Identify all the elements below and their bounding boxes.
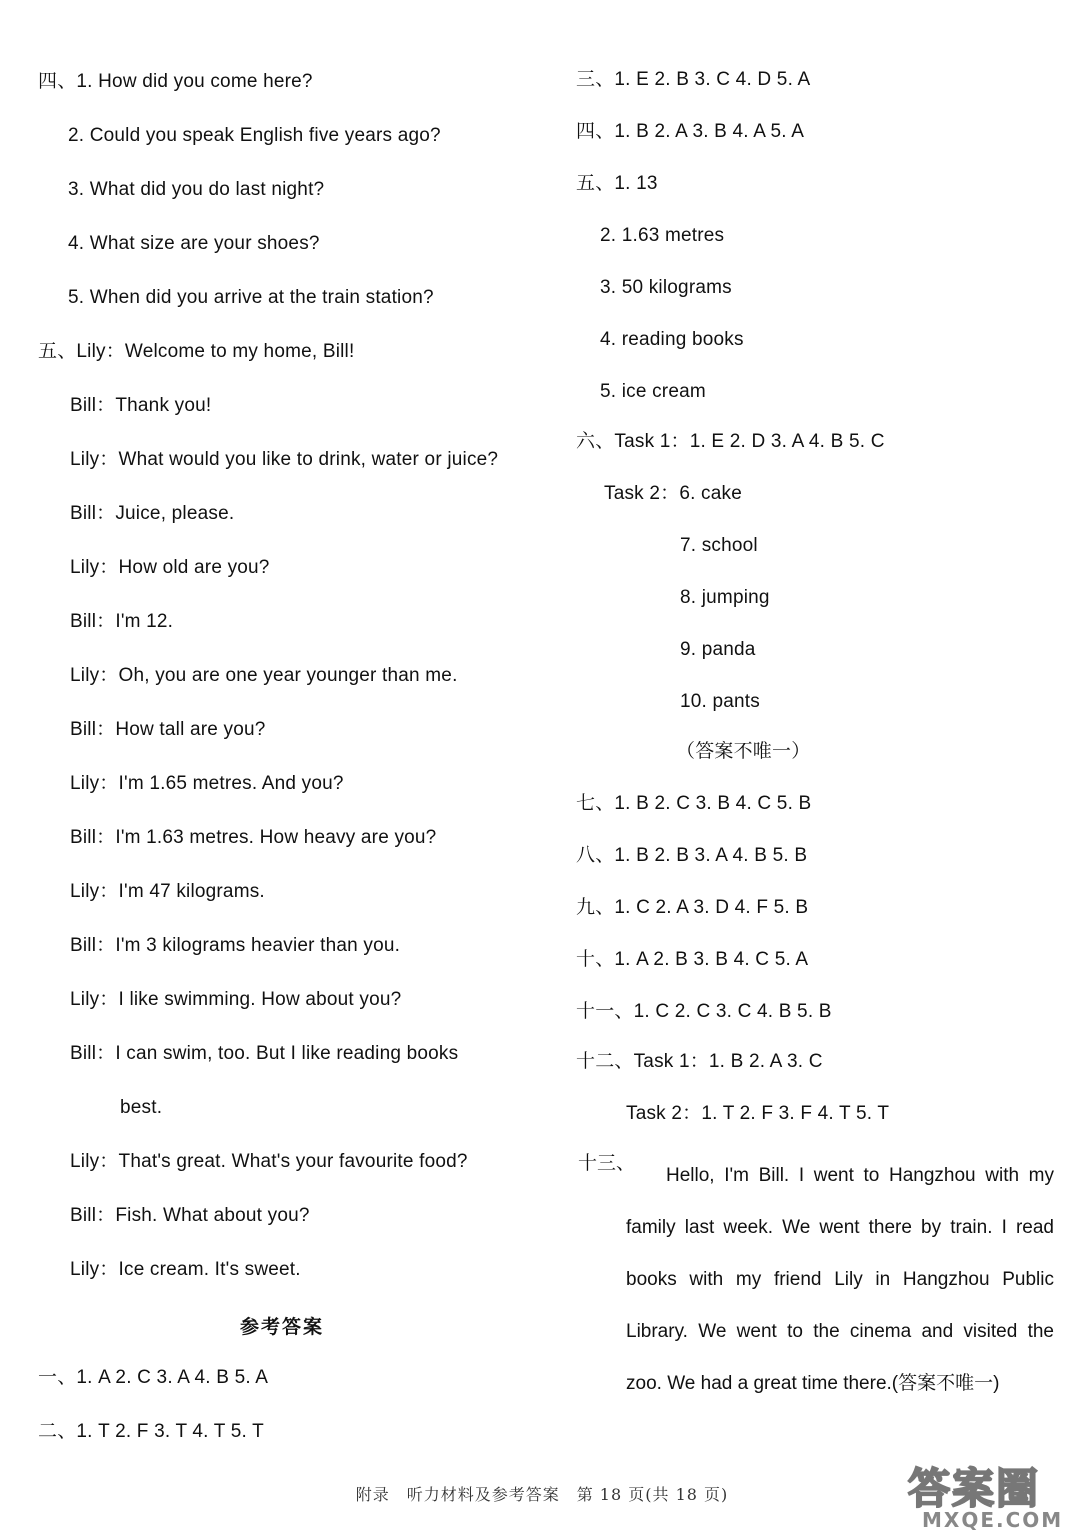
answer-line: 9. panda (680, 639, 756, 660)
dialogue-line: Lily：Ice cream. It's sweet. (70, 1259, 301, 1280)
answer-line: 三、1. E 2. B 3. C 4. D 5. A (576, 69, 811, 90)
dialogue-line: Bill：I'm 1.63 metres. How heavy are you? (70, 827, 437, 848)
answer-line: 四、1. B 2. A 3. B 4. A 5. A (576, 121, 805, 142)
dialogue-line: Bill：How tall are you? (70, 719, 266, 740)
dialogue-line: Lily：That's great. What's your favourite food? (70, 1151, 468, 1172)
dialogue-line: Bill：I can swim, too. But I like reading books (70, 1043, 459, 1064)
dialogue-line: Bill：Juice, please. (70, 503, 235, 524)
answer-line: 六、Task 1：1. E 2. D 3. A 4. B 5. C (576, 431, 885, 452)
answer-line: 7. school (680, 535, 758, 556)
dialogue-line: Bill：I'm 3 kilograms heavier than you. (70, 935, 401, 956)
watermark-logo-text: 答案圈 (908, 1464, 1041, 1513)
section13-paragraph: Hello, I'm Bill. I went to Hangzhou with my family last week. We went there by train. I read books with my friend Lily in Hangzhou Public Library. We went to the cinema and visited the zoo. We had a great time there.(答案不唯一) (626, 1165, 1054, 1394)
answer-line: 七、1. B 2. C 3. B 4. C 5. B (576, 793, 812, 814)
answer-line: 5. ice cream (600, 381, 706, 402)
watermark-url: MXQE.COM (922, 1508, 1064, 1532)
left-line: 5. When did you arrive at the train station? (68, 287, 434, 308)
dialogue-line: Lily：I'm 47 kilograms. (70, 881, 265, 902)
answer-line: Task 2：1. T 2. F 3. F 4. T 5. T (626, 1103, 890, 1124)
watermark-logo (904, 1456, 1076, 1534)
answer-note: （答案不唯一） (676, 741, 811, 762)
dialogue-line: Bill：Thank you! (70, 395, 212, 416)
answer-line: 八、1. B 2. B 3. A 4. B 5. B (576, 845, 808, 866)
dialogue-line: best. (120, 1097, 163, 1118)
left-line: 3. What did you do last night? (68, 179, 325, 200)
dialogue-line: Lily：I'm 1.65 metres. And you? (70, 773, 344, 794)
left-line: 2. Could you speak English five years ago? (68, 125, 441, 146)
dialogue-line: Lily：What would you like to drink, water or juice? (70, 449, 499, 470)
dialogue-line: Bill：Fish. What about you? (70, 1205, 310, 1226)
answer-line: 8. jumping (680, 587, 770, 608)
dialogue-line: Lily：I like swimming. How about you? (70, 989, 402, 1010)
answer-line: 4. reading books (600, 329, 744, 350)
answer-line: 一、1. A 2. C 3. A 4. B 5. A (38, 1367, 269, 1388)
answer-line: 十二、Task 1：1. B 2. A 3. C (576, 1051, 823, 1072)
answer-line: Task 2：6. cake (604, 483, 742, 504)
dialogue-line: Lily：How old are you? (70, 557, 270, 578)
section13-label: 十三、 (578, 1153, 636, 1174)
dialogue-line: Lily：Oh, you are one year younger than me. (70, 665, 458, 686)
answer-line: 二、1. T 2. F 3. T 4. T 5. T (38, 1421, 264, 1442)
answer-line: 3. 50 kilograms (600, 277, 732, 298)
answer-line: 五、1. 13 (576, 173, 658, 194)
answer-line: 2. 1.63 metres (600, 225, 725, 246)
dialogue-line: Bill：I'm 12. (70, 611, 174, 632)
left-line: 四、1. How did you come here? (38, 71, 313, 92)
answer-line: 九、1. C 2. A 3. D 4. F 5. B (576, 897, 809, 918)
page-footer: 附录 听力材料及参考答案 第 18 页(共 18 页) (355, 1485, 729, 1504)
answer-line: 10. pants (680, 691, 760, 712)
answer-line: 十一、1. C 2. C 3. C 4. B 5. B (576, 1001, 832, 1022)
answers-heading: 参考答案 (240, 1317, 325, 1338)
dialogue-line: 五、Lily：Welcome to my home, Bill! (38, 341, 355, 362)
left-line: 4. What size are your shoes? (68, 233, 320, 254)
answer-line: 十、1. A 2. B 3. B 4. C 5. A (576, 949, 809, 970)
